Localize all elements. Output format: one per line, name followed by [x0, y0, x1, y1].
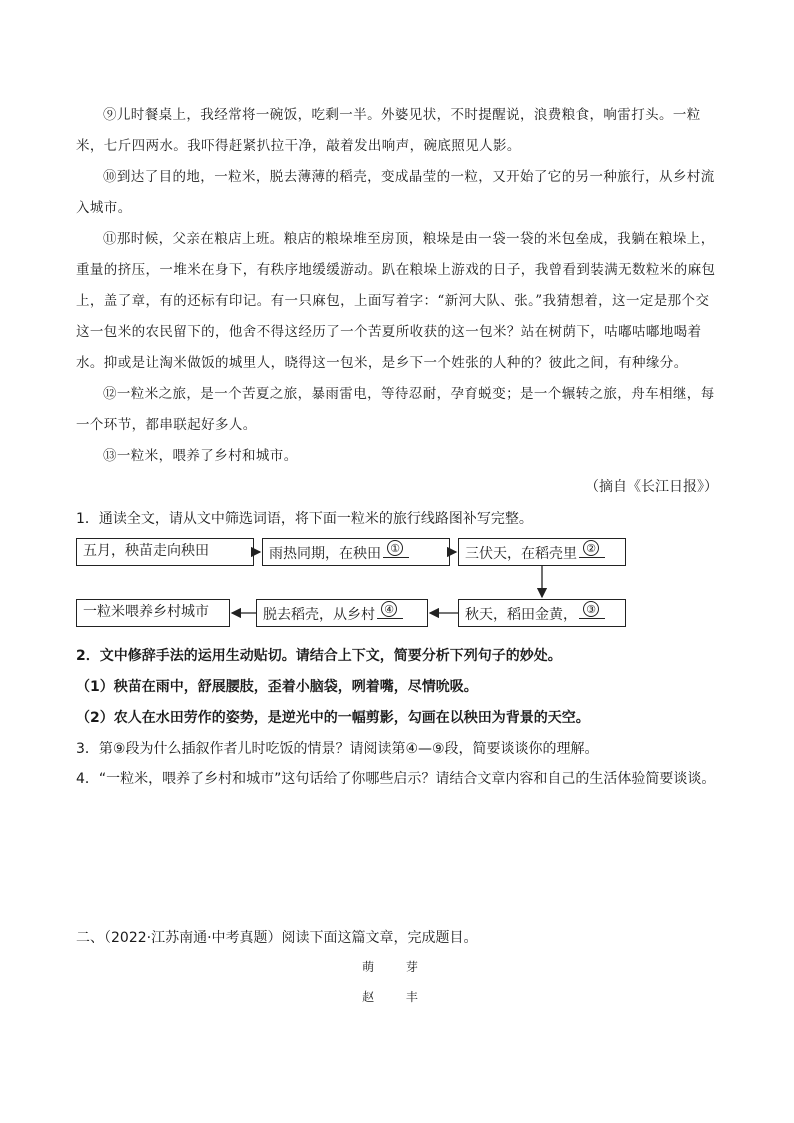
blank-1-number: ①: [387, 540, 403, 556]
paragraph-11: ⑪那时候，父亲在粮店上班。粮店的粮垛堆至房顶，粮垛是由一袋一袋的米包垒成，我躺在粮垛上，重量的挤压，一堆米在身下，有秩序地缓缓游动。趴在粮垛上游戏的日子，我曾看到装满无数粒米的麻包上，盖了章，有的还标有印记。有一只麻包，上面写着字：“新河大队、张。”我猜想着，这一定是那个交这一包米的农民留下的，他舍不得这经历了一个苦夏所收获的这一包米？站在树荫下，咕嘟咕嘟地喝着水。抑或是让淘米做饭的城里人，晓得这一包米，是乡下一个姓张的人种的？彼此之间，有种缘分。: [76, 231, 716, 371]
paragraph-13: ⑬一粒米，喂养了乡村和城市。: [103, 448, 298, 464]
question-4: 4．“一粒米，喂养了乡村和城市”这句话给了你哪些启示？请结合文章内容和自己的生活体验简要谈谈。: [76, 771, 716, 787]
blank-3-number: ③: [583, 601, 599, 617]
question-3: 3．第⑨段为什么插叙作者儿时吃饭的情景？请阅读第④—⑨段，简要谈谈你的理解。: [76, 741, 599, 757]
question-1: 1．通读全文，请从文中筛选词语，将下面一粒米的旅行线路图补写完整。: [76, 511, 533, 527]
paragraph-10: ⑩到达了目的地，一粒米，脱去薄薄的稻壳，变成晶莹的一粒，又开始了它的另一种旅行，从乡村流入城市。: [76, 169, 715, 216]
route-box-5-label: 脱去稻壳，从乡村: [263, 607, 375, 623]
paragraph-12: ⑫一粒米之旅，是一个苦夏之旅，暴雨雷电，等待忍耐，孕育蜕变；是一个辗转之旅，舟车相继，每一个环节，都串联起好多人。: [76, 386, 715, 433]
source-citation: （摘自《长江日报》）: [585, 479, 718, 495]
paragraph-9: ⑨儿时餐桌上，我经常将一碗饭，吃剩一半。外婆见状，不时提醒说，浪费粮食，响雷打头。一粒米，七斤四两水。我吓得赶紧扒拉干净，敲着发出响声，碗底照见人影。: [76, 107, 701, 154]
question-2-item-1: （1）秧苗在雨中，舒展腰肢，歪着小脑袋，咧着嘴，尽情吮吸。: [76, 679, 478, 695]
blank-4-number: ④: [381, 601, 397, 617]
question-2-item-2: （2）农人在水田劳作的姿势，是逆光中的一幅剪影，勾画在以秧田为背景的天空。: [76, 710, 590, 726]
route-box-2-label: 雨热同期，在秧田: [269, 546, 381, 562]
article-title: 萌 芽: [362, 960, 432, 974]
route-box-6-label: 一粒米喂养乡村城市: [83, 604, 209, 620]
article-author: 赵 丰: [362, 990, 432, 1004]
route-box-3-label: 三伏天，在稻壳里: [465, 546, 577, 562]
blank-2-number: ②: [583, 540, 599, 556]
question-2: 2．文中修辞手法的运用生动贴切。请结合上下文，简要分析下列句子的妙处。: [76, 648, 562, 664]
route-box-4-label: 秋天，稻田金黄，: [465, 607, 577, 623]
route-box-1-label: 五月，秧苗走向秧田: [83, 543, 209, 559]
section-2-heading: 二、（2022·江苏南通·中考真题）阅读下面这篇文章，完成题目。: [76, 930, 478, 946]
